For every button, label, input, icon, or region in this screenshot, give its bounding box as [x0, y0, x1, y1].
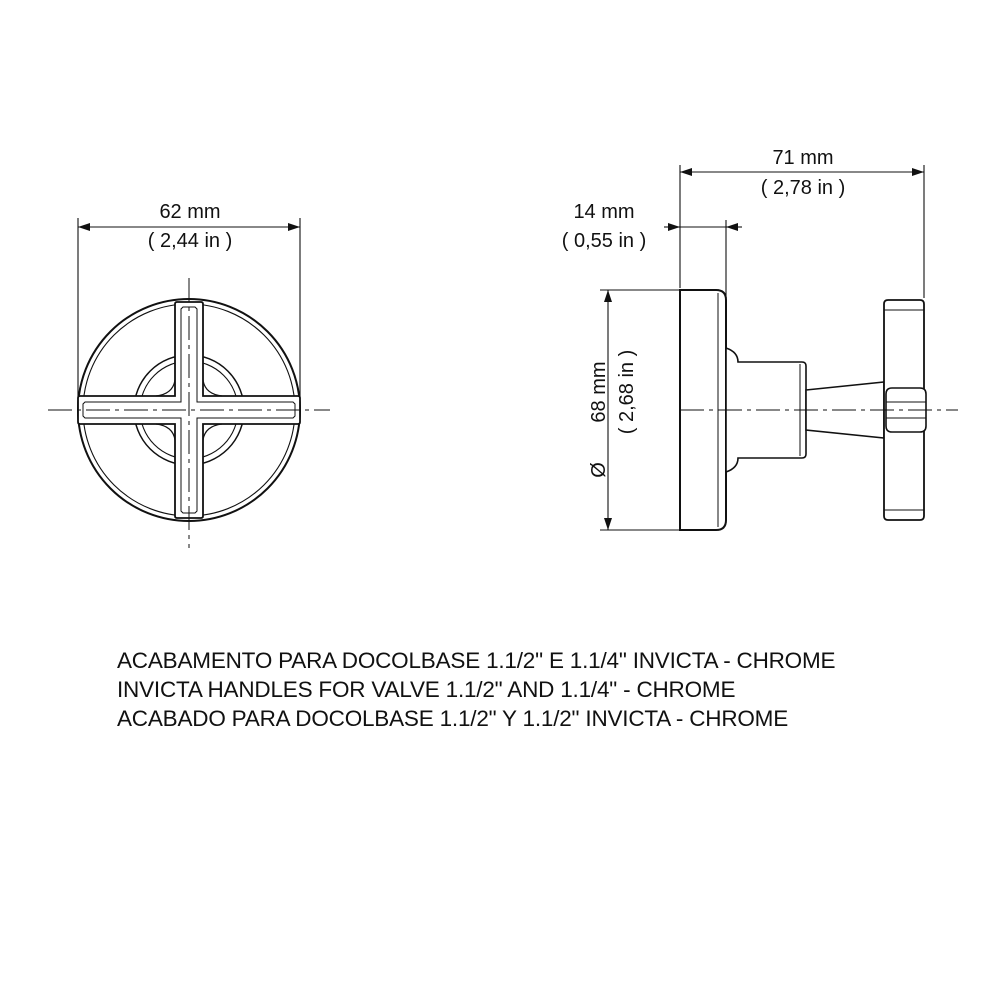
base-mm-label: 14 mm	[573, 201, 635, 223]
dimension-base-14	[664, 220, 742, 298]
fillet-top-right	[203, 380, 222, 396]
diameter-label-group	[588, 350, 638, 478]
depth-in-label: ( 2,78 in )	[760, 177, 846, 199]
diameter-in-label: ( 2,68 in )	[616, 349, 638, 435]
base-in-label: ( 0,55 in )	[561, 230, 647, 252]
caption-spanish: ACABADO PARA DOCOLBASE 1.1/2" Y 1.1/2" INVICTA - CHROME	[117, 706, 789, 731]
width-in-label: ( 2,44 in )	[147, 230, 233, 252]
caption-portuguese: ACABAMENTO PARA DOCOLBASE 1.1/2" E 1.1/4" INVICTA - CHROME	[117, 648, 836, 673]
fillet-top-left	[156, 380, 175, 396]
diameter-symbol: Ø	[588, 462, 610, 478]
fillet-bottom-right	[203, 424, 222, 440]
width-mm-label: 62 mm	[159, 201, 221, 223]
side-view	[680, 290, 958, 530]
product-caption	[117, 646, 835, 733]
diameter-mm-label: 68 mm	[588, 361, 610, 423]
front-view	[48, 278, 330, 548]
caption-english: INVICTA HANDLES FOR VALVE 1.1/2" AND 1.1/4" - CHROME	[117, 677, 736, 702]
fillet-bottom-left	[156, 424, 175, 440]
depth-mm-label: 71 mm	[772, 147, 834, 169]
dimension-diameter-68	[600, 290, 680, 530]
